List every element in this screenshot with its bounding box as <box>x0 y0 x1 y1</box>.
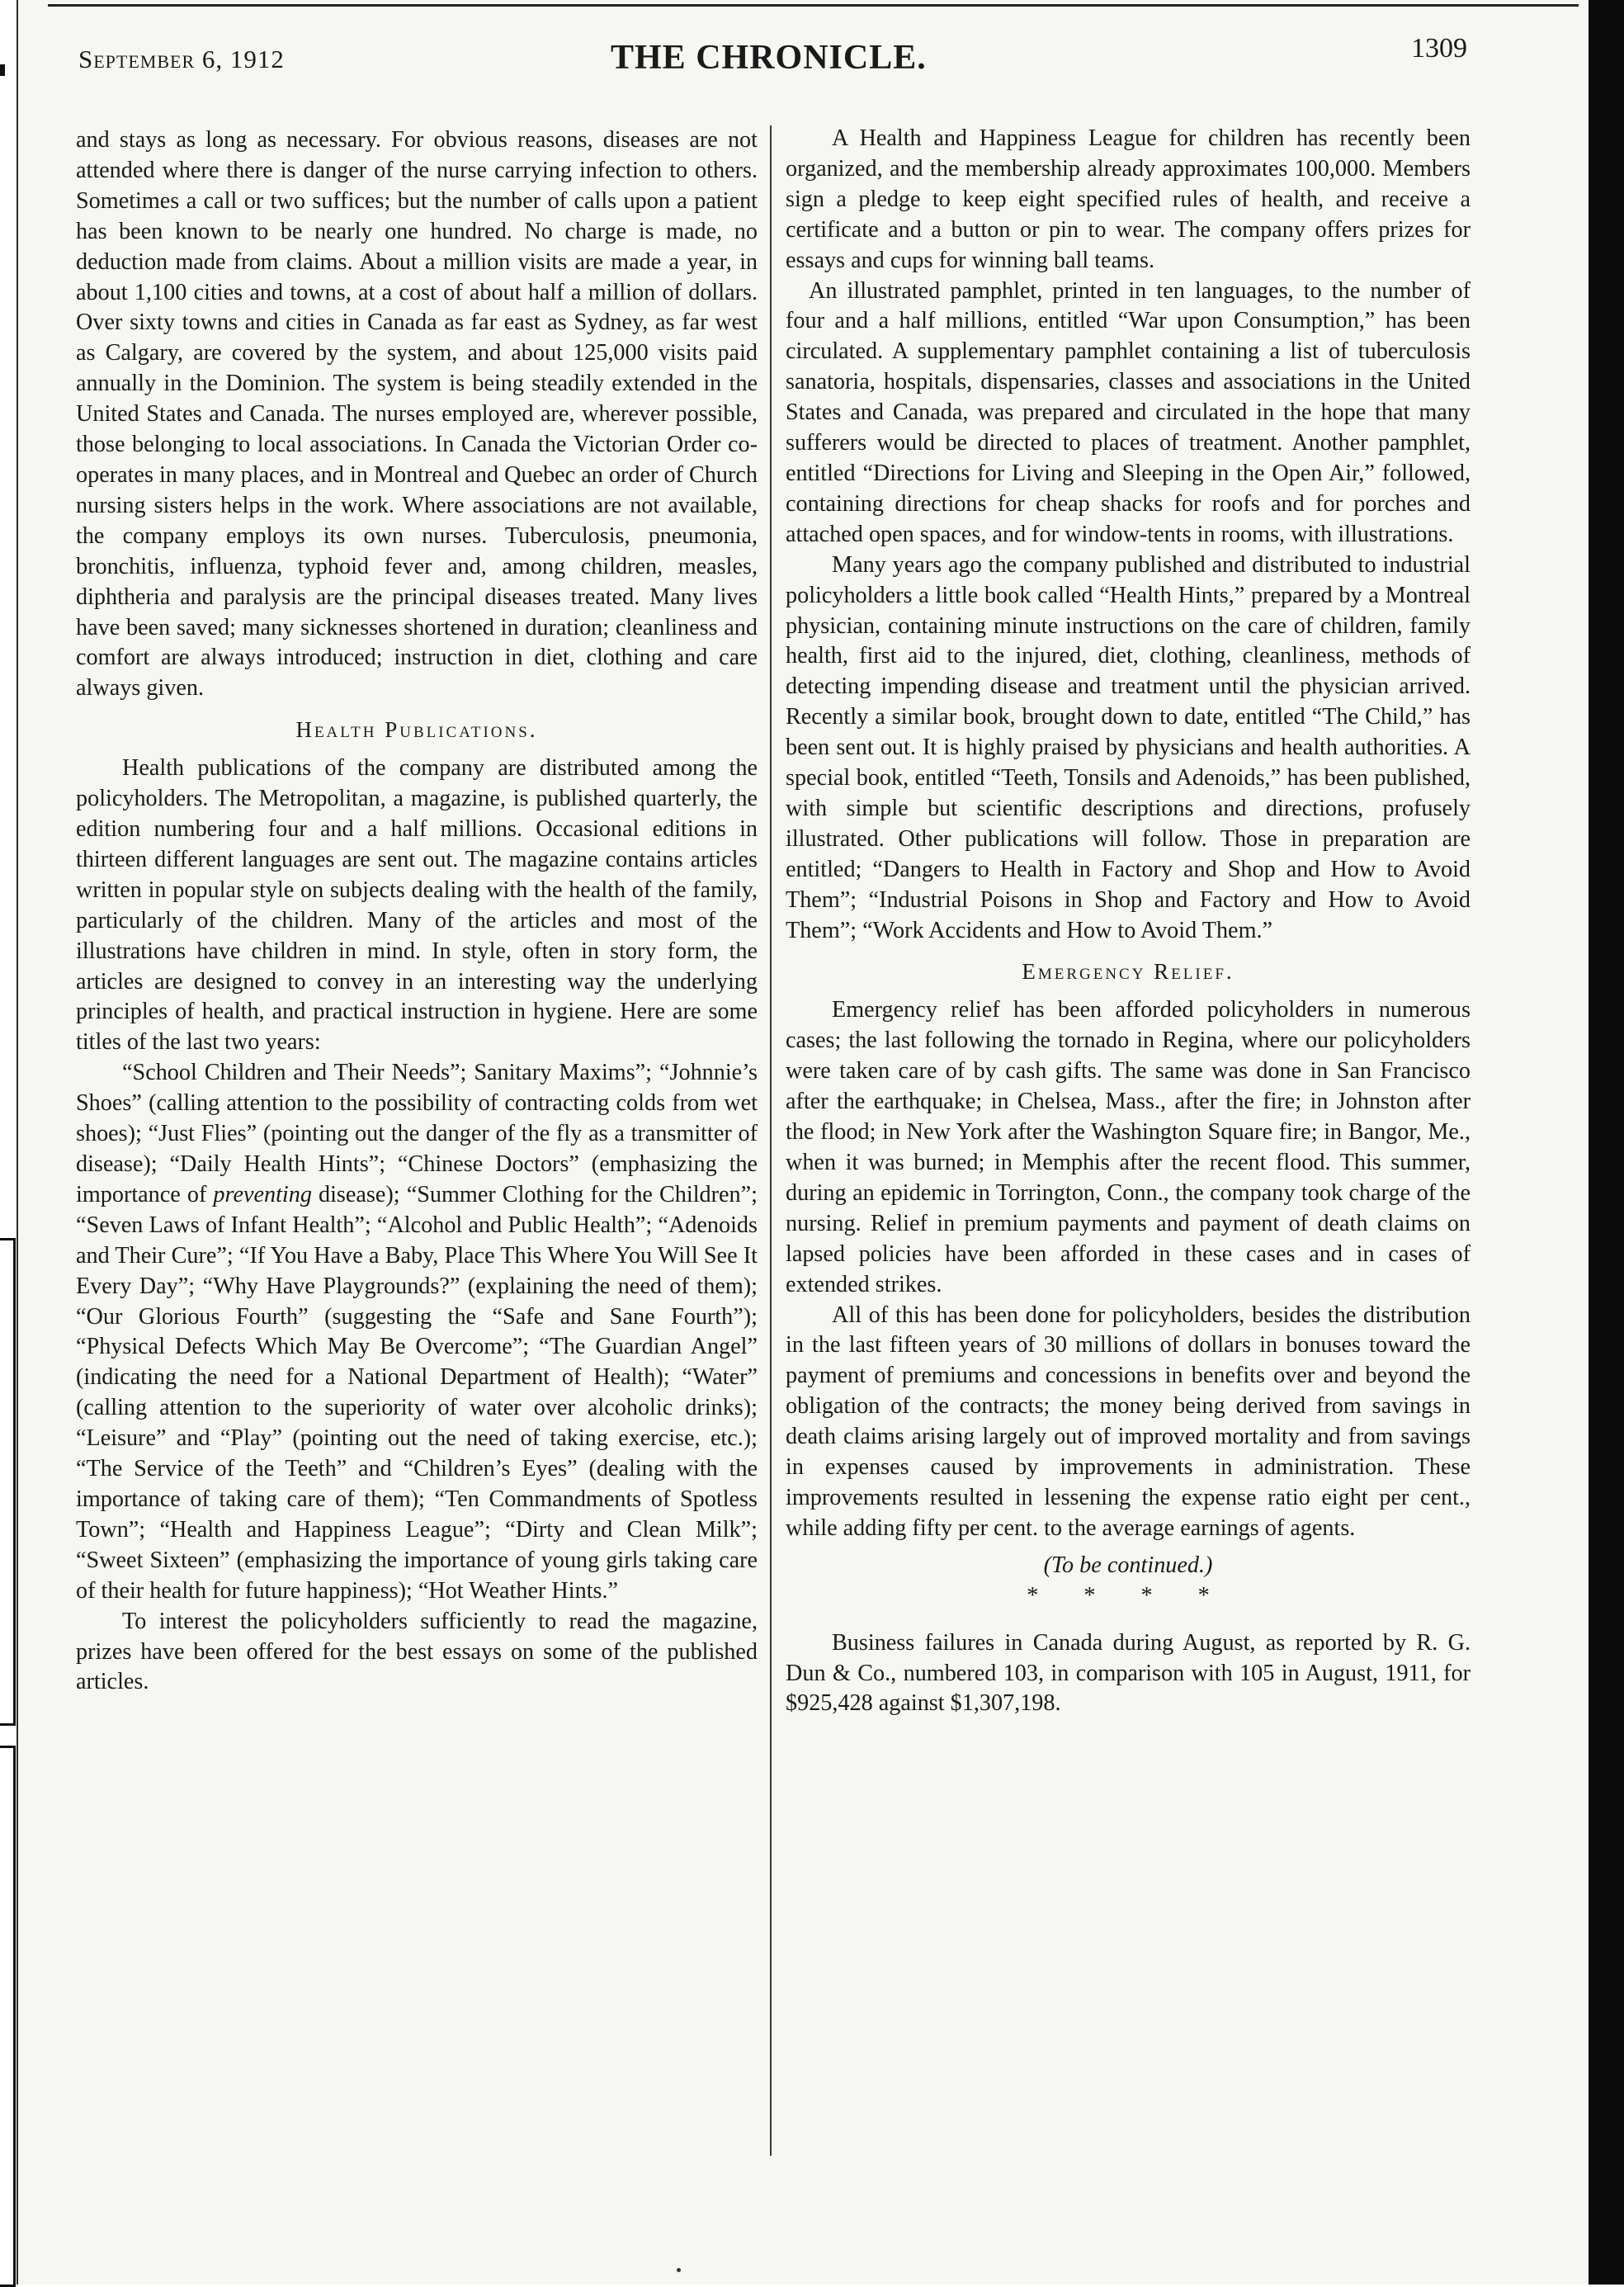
issue-date: September 6, 1912 <box>78 45 285 73</box>
scan-border <box>1589 0 1624 2285</box>
publication-title: THE CHRONICLE. <box>611 39 927 77</box>
adjacent-page-box <box>0 1238 16 1726</box>
section-heading-health-publications: Health Publications. <box>295 717 538 743</box>
paragraph-league: A Health and Happiness League for children has recently been organized, and the membership already approximates 100,000. Members sign a pledge to keep eight specified rules of health, and receive a certificate and a button or pin to wear. The company offers prizes for essays and cups for winning ball teams. <box>786 125 1471 273</box>
paragraph-health-publications: Health publications of the company are distributed among the policyholders. The Metropolitan, a magazine, is published quarterly, the edition numbering four and a half millions. Occasional editions in thirteen different languages are sent out. The magazine contains articles written in popular style on subjects dealing with the health of the family, particularly of the children. Many of the articles and most of the illustrations have children in mind. In style, often in story form, the articles are designed to convey in an interesting way the underlying principles of health, and practical instruction in hygiene. Here are some titles of the last two years: <box>76 755 758 1056</box>
column-divider <box>770 125 772 2156</box>
paragraph-nursing: and stays as long as necessary. For obvious reasons, diseases are not attended where there is danger of the nurse carrying infection to others. Sometimes a call or two suffices; but the number of calls upon a patient has been known to be nearly one hundred. No charge is made, no deduction made from claims. About a million visits are made a year, in about 1,100 cities and towns, at a cost of about half a million of dollars. Over sixty towns and cities in Canada as far east as Sydney, as far west as Calgary, are covered by the system, and about 125,000 visits paid annually in the Dominion. The system is being steadily extended in the United States and Canada. The nurses employed are, wherever possible, those belonging to local associations. In Canada the Victorian Order co-operates in many places, and in Montreal and Quebec an order of Church nursing sisters helps in the work. Where associations are not available, the company employs its own nurses. Tuberculosis, pneumonia, bronchitis, influenza, typhoid fever and, among children, measles, diphtheria and paralysis are the principal diseases treated. Many lives have been saved; many sicknesses shortened in duration; cleanliness and comfort are always introduced; instruction in diet, clothing and care always given. <box>76 127 758 702</box>
paragraph-titles-list: “School Children and Their Needs”; Sanitary Maxims”; “Johnnie’s Shoes” (calling attention to the possibility of contracting colds from wet shoes); “Just Flies” (pointing out the danger of the fly as a transmitter of disease); “Daily Health Hints”; “Chinese Doctors” (emphasizing the importance of preventing disease); “Summer Clothing for the Children”; “Seven Laws of Infant Health”; “Alcohol and Public Health”; “Adenoids and Their Cure”; “If You Have a Baby, Place This Where You Will See It Every Day”; “Why Have Playgrounds?” (explaining the need of them); “Our Glorious Fourth” (suggesting the “Safe and Sane Fourth”); “Physical Defects Which May Be Overcome”; “The Guardian Angel” (indicating the need for a National Department of Health); “Water” (calling attention to the superiority of water over alcoholic drinks); “Leisure” and “Play” (pointing out the need of taking exercise, etc.); “The Service of the Teeth” and “Children’s Eyes” (dealing with the importance of taking care of them); “Ten Commandments of Spotless Town”; “Health and Happiness League”; “Dirty and Clean Milk”; “Sweet Sixteen” (emphasizing the importance of young girls taking care of their health for future happiness); “Hot Weather Hints.” <box>76 1060 758 1604</box>
paragraph-policyholders: All of this has been done for policyholders, besides the distribution in the last fifteen years of 30 millions of dollars in bonuses toward the payment of premiums and concessions in benefits over and beyond the obligation of the contracts; the money being derived from savings in death claims arising largely out of improved mortality and from savings in expenses caused by improvements in administration. These improvements resulted in lessening the expense ratio eight per cent., while adding fifty per cent. to the average earnings of agents. <box>786 1302 1471 1541</box>
paragraph-business-failures: Business failures in Canada during August, as reported by R. G. Dun & Co., numbered 103, in comparison with 105 in August, 1911, for $925,428 against $1,307,198. <box>786 1629 1471 1717</box>
section-separator-stars: * * * * <box>1027 1582 1230 1609</box>
paragraph-health-hints: Many years ago the company published and distributed to industrial policyholders a little book called “Health Hints,” prepared by a Montreal physician, containing minute instructions on the care of children, family health, first aid to the injured, diet, clothing, cleanliness, methods of detecting impending disease and treatment until the physician arrived. Recently a similar book, brought down to date, entitled “The Child,” has been sent out. It is highly praised by physicians and health authorities. A special book, entitled “Teeth, Tonsils and Adenoids,” has been published, with simple but scientific descriptions and directions, profusely illustrated. Other publications will follow. Those in preparation are entitled; “Dangers to Health in Factory and Shop and How to Avoid Them”; “Industrial Poisons in Shop and Factory and How to Avoid Them”; “Work Accidents and How to Avoid Them.” <box>786 551 1471 943</box>
paragraph-essays: To interest the policyholders sufficiently to read the magazine, prizes have been offered for the best essays on some of the published articles. <box>76 1608 758 1695</box>
left-column <box>76 125 758 1698</box>
top-rule <box>48 4 1579 7</box>
ink-speck <box>677 2268 681 2272</box>
binding-mark <box>0 64 5 76</box>
to-be-continued: (To be continued.) <box>1043 1552 1213 1578</box>
page-header <box>78 33 1481 83</box>
paragraph-emergency-relief: Emergency relief has been afforded policyholders in numerous cases; the last following the tornado in Regina, where our policyholders were taken care of by cash gifts. The same was done in San Francisco after the earthquake; in Chelsea, Mass., after the fire; in Johnston after the flood; in New York after the Washington Square fire; in Bangor, Me., when it was burned; in Memphis after the recent flood. This summer, during an epidemic in Torrington, Conn., the company took charge of the nursing. Relief in premium payments and payment of death claims on lapsed policies have been afforded in these cases and in cases of extended strikes. <box>786 997 1471 1297</box>
page-number: 1309 <box>1411 33 1467 64</box>
paragraph-pamphlet: An illustrated pamphlet, printed in ten languages, to the number of four and a half millions, entitled “War upon Consumption,” has been circulated. A supplementary pamphlet containing a list of tuberculosis sanatoria, hospitals, dispensaries, classes and associations in the United States and Canada, was prepared and circulated in the hope that many sufferers would be directed to places of treatment. Another pamphlet, entitled “Directions for Living and Sleeping in the Open Air,” followed, containing directions for cheap shacks for roofs and for porches and attached open spaces, and for window-tents in rooms, with illustrations. <box>786 277 1471 547</box>
right-column <box>786 124 1471 1719</box>
section-heading-emergency-relief: Emergency Relief. <box>1022 959 1235 985</box>
adjacent-page-box <box>0 1746 16 2287</box>
